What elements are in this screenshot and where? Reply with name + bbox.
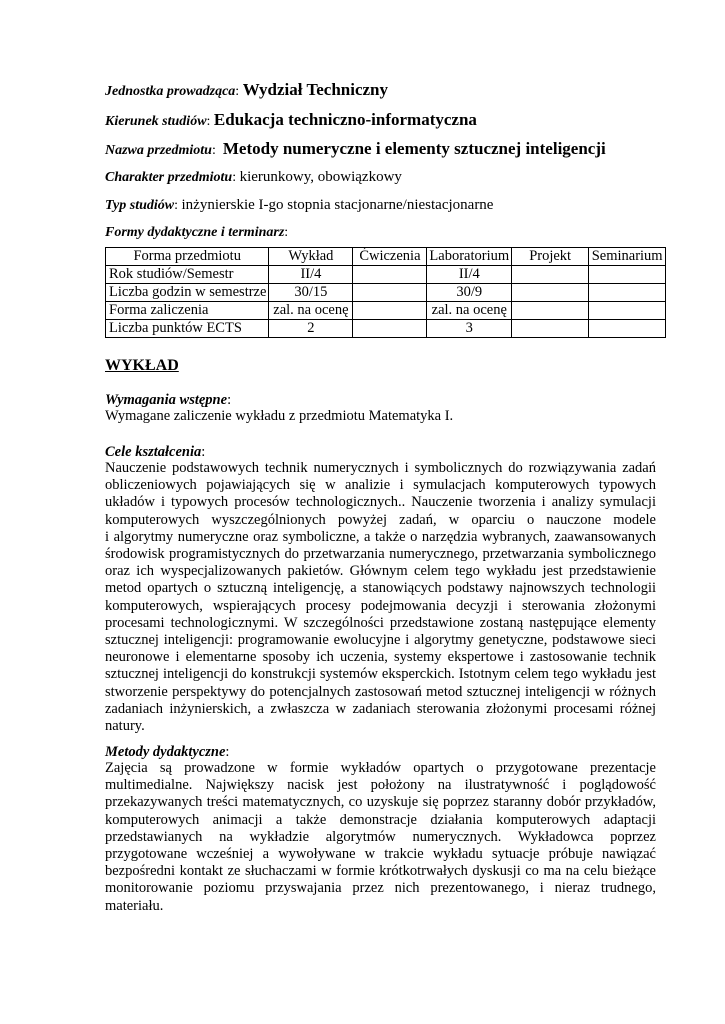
methods-paragraph	[105, 760, 656, 915]
prereq-text	[105, 408, 656, 425]
table-cell: zal. na ocenę	[427, 302, 512, 320]
methods-heading: Metody dydaktyczne:	[105, 744, 230, 760]
table-cell: Liczba godzin w semestrze	[106, 284, 269, 302]
text-line: przedstawianych na wykładzie algorytmów numerycznych. Wykładowca poprzez	[105, 828, 656, 845]
text-line: przygotowane wcześniej a wywoływane w trakcie wykładu sytuacje próbuje nawiązać	[105, 846, 656, 863]
text-line: natury.	[105, 718, 145, 735]
type-label: Typ studiów	[105, 198, 175, 213]
text-line: sztucznej inteligencji: programowanie ewolucyjne i algorytmy genetyczne, podstawowe sieci	[105, 632, 656, 649]
table-cell	[353, 320, 427, 338]
text-line: Zajęcia są prowadzone w formie wykładów opartych o przygotowane prezentacje	[105, 760, 656, 776]
character-line: Charakter przedmiotu: kierunkowy, obowiązkowy	[105, 169, 402, 185]
text-line: neuronowe i elementarne sposoby ich uczenia, systemy ekspertowe i zastosowanie technik	[105, 649, 656, 666]
table-cell	[512, 320, 589, 338]
table-cell	[512, 266, 589, 284]
text-line: i algorytmy numeryczne oraz symboliczne, a także o narzędzia wybranych, zaawansowanych	[105, 528, 656, 545]
text-line: monitorowanie poziomu przyswajania przez nich prezentowanego, i nieraz trudnego,	[105, 880, 656, 897]
table-cell	[512, 284, 589, 302]
character-value: kierunkowy, obowiązkowy	[239, 169, 402, 185]
subject-label: Nazwa przedmiotu	[105, 143, 212, 158]
unit-value: Wydział Techniczny	[242, 80, 388, 99]
prereq-label: Wymagania wstępne	[105, 392, 228, 408]
table-cell: zal. na ocenę	[269, 302, 353, 320]
type-value: inżynierskie I-go stopnia stacjonarne/niestacjonarne	[181, 197, 494, 213]
table-header: Wykład	[269, 248, 353, 266]
text-line: procesami technologicznymi. W szczególności przedstawione zostaną następujące elementy	[105, 614, 656, 631]
text-line: oraz ich wyspecjalizowanych pakietów. Głównym celem tego wykładu jest przedstawienie	[105, 563, 656, 580]
prereq-heading: Wymagania wstępne:	[105, 392, 232, 408]
table-cell: Forma zaliczenia	[106, 302, 269, 320]
text-line: układów i typowych procesów technologicznych.. Nauczenie tworzenia i analizy symulacji	[105, 494, 656, 511]
goals-label: Cele kształcenia	[105, 444, 202, 460]
text-line: przekazywanych treści matematycznych, co uzyskuje się poprzez staranny dobór przykładów,	[105, 794, 656, 811]
table-cell	[589, 320, 666, 338]
table-row	[106, 302, 666, 320]
methods-label: Metody dydaktyczne	[105, 744, 226, 760]
table-cell: II/4	[269, 266, 353, 284]
text-line: metod opartych o sztuczną inteligencję, a stanowiących podstawy najnowszych technologii	[105, 580, 656, 597]
text-line: stworzenie perspektywy do potencjalnych zastosowań metod sztucznej inteligencji w różnych	[105, 683, 656, 700]
table-cell: 30/15	[269, 284, 353, 302]
section-title-lecture: WYKŁAD	[105, 357, 179, 374]
text-line: sztucznej inteligencji do konstrukcji systemów eksperckich. Istotnym celem tego wykładu jest	[105, 666, 656, 683]
text-line: komputerowych wyszczególnionych powyżej zadań, w oparciu o nauczone modele	[105, 511, 656, 528]
unit-label: Jednostka prowadząca	[105, 84, 236, 99]
goals-paragraph	[105, 460, 656, 735]
table-cell	[512, 302, 589, 320]
text-line: środowisk programistycznych do przetwarzania numerycznego, przetwarzania symbolicznego	[105, 546, 656, 563]
table-cell: 3	[427, 320, 512, 338]
table-cell: 30/9	[427, 284, 512, 302]
table-cell: Liczba punktów ECTS	[106, 320, 269, 338]
table-row	[106, 266, 666, 284]
forms-table	[105, 247, 666, 338]
type-line: Typ studiów: inżynierskie I-go stopnia stacjonarne/niestacjonarne	[105, 197, 494, 213]
field-label: Kierunek studiów	[105, 114, 207, 129]
text-line: bezpośredni kontakt ze słuchaczami w formie krótkotrwałych dyskusji co ma na celu bieżące	[105, 863, 656, 880]
table-cell	[589, 302, 666, 320]
table-cell	[589, 284, 666, 302]
field-value: Edukacja techniczno-informatyczna	[213, 110, 477, 129]
text-line: komputerowych animacji a także demonstracje działania komputerowych adaptacji	[105, 811, 656, 828]
forms-line: Formy dydaktyczne i terminarz:	[105, 225, 289, 240]
table-cell	[353, 266, 427, 284]
table-cell	[589, 266, 666, 284]
subject-line: Nazwa przedmiotu: Metody numeryczne i elementy sztucznej inteligencji	[105, 139, 606, 158]
table-cell	[353, 284, 427, 302]
table-cell: 2	[269, 320, 353, 338]
text-line: Nauczenie podstawowych technik numerycznych i symbolicznych do rozwiązywania zadań	[105, 460, 656, 476]
forms-label: Formy dydaktyczne i terminarz	[105, 225, 285, 240]
table-cell: Rok studiów/Semestr	[106, 266, 269, 284]
table-header: Forma przedmiotu	[106, 248, 269, 266]
goals-heading: Cele kształcenia:	[105, 444, 206, 460]
text-line: zadaniach inżynierskich, a zwłaszcza w zadaniach sterowania złożonymi procesami różnej	[105, 700, 656, 717]
text-line: materiału.	[105, 897, 164, 914]
table-header: Ćwiczenia	[353, 248, 427, 266]
text-line: Wymagane zaliczenie wykładu z przedmiotu Matematyka I.	[105, 408, 454, 424]
text-line: obliczeniowych pojawiających się w analizie i symulacjach komputerowych typowych	[105, 477, 656, 494]
subject-value: Metody numeryczne i elementy sztucznej inteligencji	[222, 139, 606, 158]
table-cell: II/4	[427, 266, 512, 284]
table-cell	[353, 302, 427, 320]
text-line: komputerowych, wspierających procesy podejmowania decyzji i sterowania złożonymi	[105, 597, 656, 614]
table-header-row	[106, 248, 666, 266]
table-header: Projekt	[512, 248, 589, 266]
table-header: Seminarium	[589, 248, 666, 266]
text-line: multimedialne. Największy nacisk jest położony na ilustratywność i poglądowość	[105, 777, 656, 794]
table-row	[106, 284, 666, 302]
unit-line: Jednostka prowadząca: Wydział Techniczny	[105, 80, 388, 99]
table-row	[106, 320, 666, 338]
field-line: Kierunek studiów: Edukacja techniczno-informatyczna	[105, 110, 477, 129]
table-header: Laboratorium	[427, 248, 512, 266]
character-label: Charakter przedmiotu	[105, 170, 233, 185]
